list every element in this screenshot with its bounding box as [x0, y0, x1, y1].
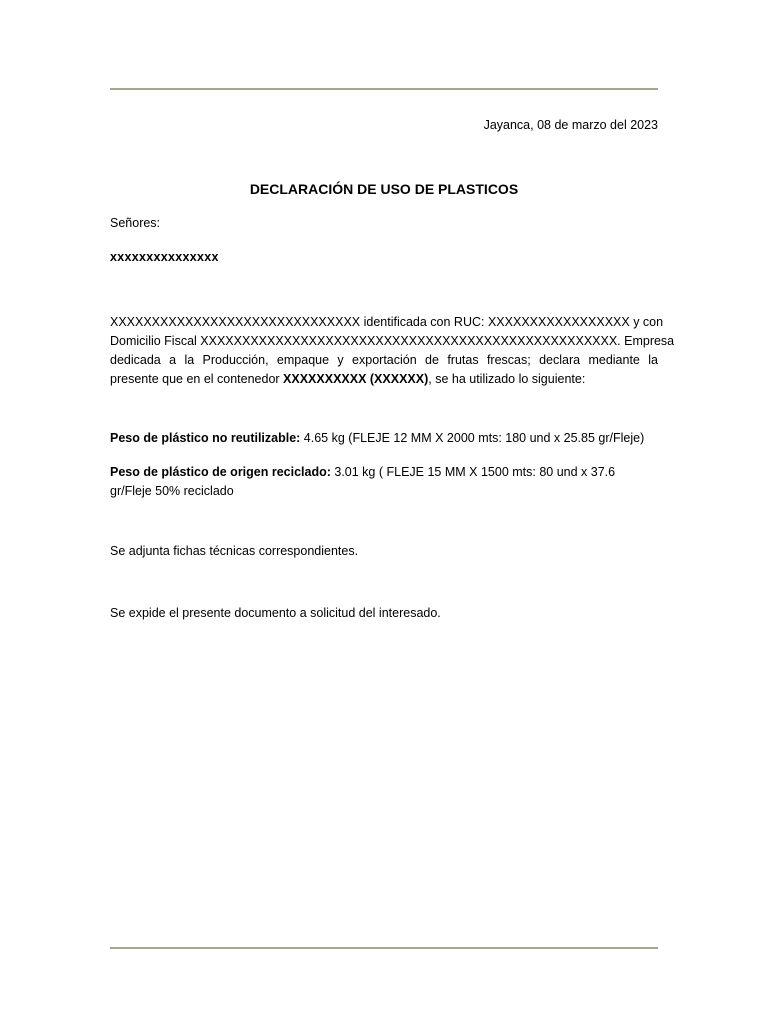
weight-recycled-value: 3.01 kg ( FLEJE 15 MM X 1500 mts: 80 und x 37.6 gr/Fleje 50% reciclado [110, 465, 616, 498]
salutation: Señores: [110, 216, 161, 230]
fiscal-address: XXXXXXXXXXXXXXXXXXXXXXXXXXXXXXXXXXXXXXXXXXXXXXXXXX. [200, 334, 621, 348]
header-rule [110, 88, 658, 90]
body-text: Domicilio Fiscal [110, 334, 201, 348]
attachment-note: Se adjunta fichas técnicas correspondientes. [110, 544, 359, 558]
weight-non-reusable-value: 4.65 kg (FLEJE 12 MM X 2000 mts: 180 und x 25.85 gr/Fleje) [300, 431, 645, 445]
body-line-2 [110, 332, 675, 351]
body-line-1 [110, 313, 664, 332]
body-text: , se ha utilizado lo siguiente: [428, 372, 586, 386]
weight-recycled [110, 463, 630, 501]
weight-non-reusable [110, 431, 658, 445]
weight-recycled-label: Peso de plástico de origen reciclado: [110, 465, 331, 479]
body-text: Empresa [620, 334, 675, 348]
closing-statement: Se expide el presente documento a solicitud del interesado. [110, 606, 441, 620]
recipient-name: xxxxxxxxxxxxxxx [110, 250, 219, 264]
date-line: Jayanca, 08 de marzo del 2023 [483, 118, 658, 132]
company-name: XXXXXXXXXXXXXXXXXXXXXXXXXXXXXX [110, 315, 361, 329]
body-line-3: dedicada a la Producción, empaque y exportación de frutas frescas; declara mediante la [110, 353, 658, 367]
body-paragraph [110, 313, 675, 389]
body-text: y con [629, 315, 664, 329]
body-text: presente que en el contenedor [110, 372, 284, 386]
body-text: identificada con RUC: [360, 315, 488, 329]
container-id: XXXXXXXXXX (XXXXXX) [283, 372, 429, 386]
body-line-4 [110, 370, 658, 389]
weight-non-reusable-label: Peso de plástico no reutilizable: [110, 431, 301, 445]
document-title: DECLARACIÓN DE USO DE PLASTICOS [249, 181, 519, 197]
ruc-number: XXXXXXXXXXXXXXXXX [487, 315, 630, 329]
footer-rule [110, 947, 658, 949]
